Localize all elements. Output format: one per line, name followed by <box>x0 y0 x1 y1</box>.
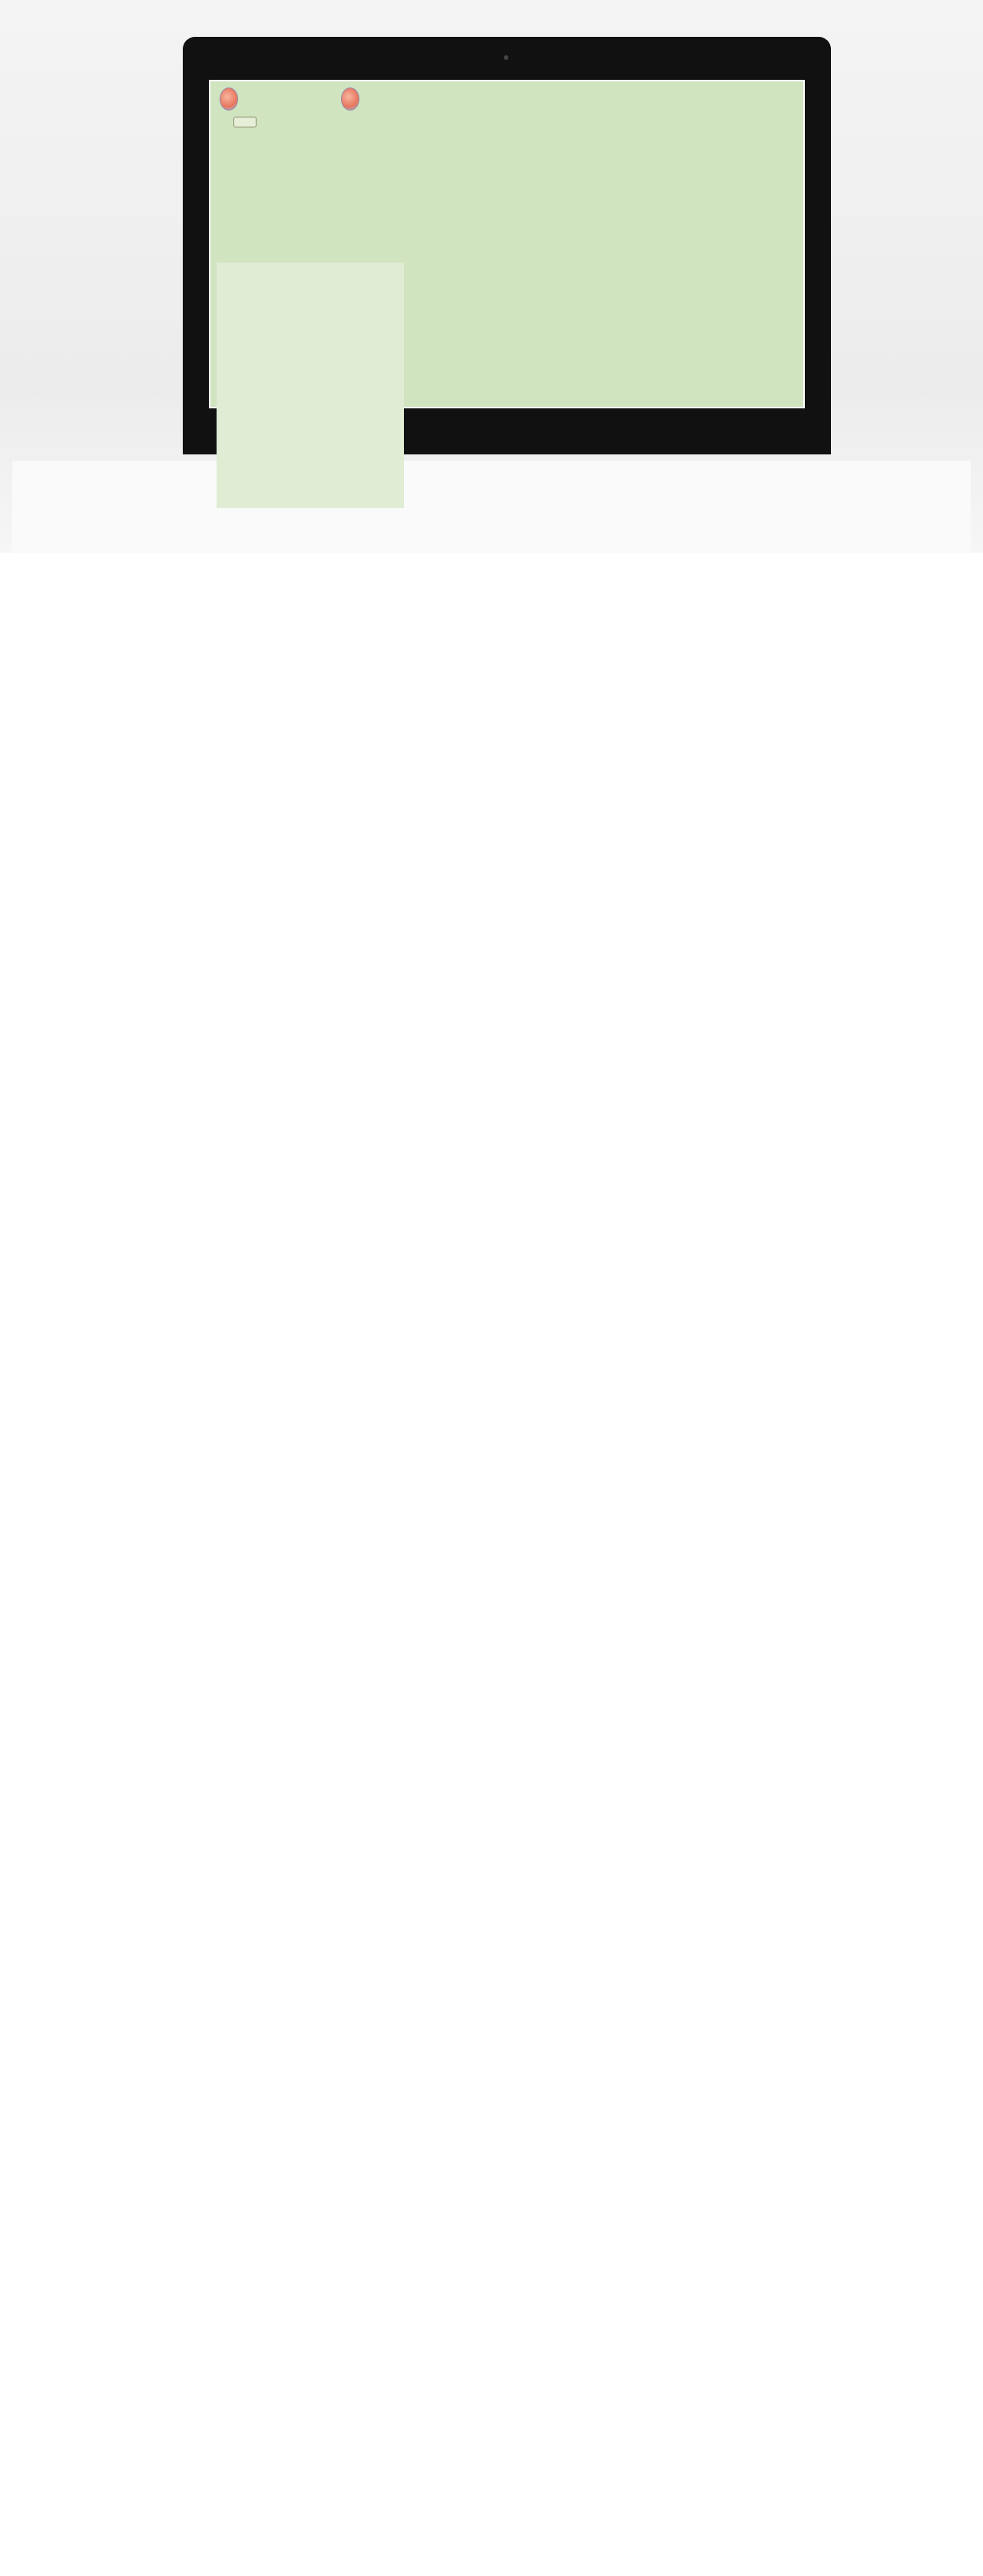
balloon-icon <box>341 88 359 111</box>
hero-mockup <box>0 0 983 553</box>
photo-frame <box>217 263 404 508</box>
monitor-bezel <box>183 37 831 454</box>
monitor <box>183 37 831 513</box>
camera-dot <box>504 55 508 60</box>
section-badge <box>233 117 257 127</box>
balloon-icon <box>220 88 238 111</box>
monitor-screen-slide <box>209 80 805 408</box>
